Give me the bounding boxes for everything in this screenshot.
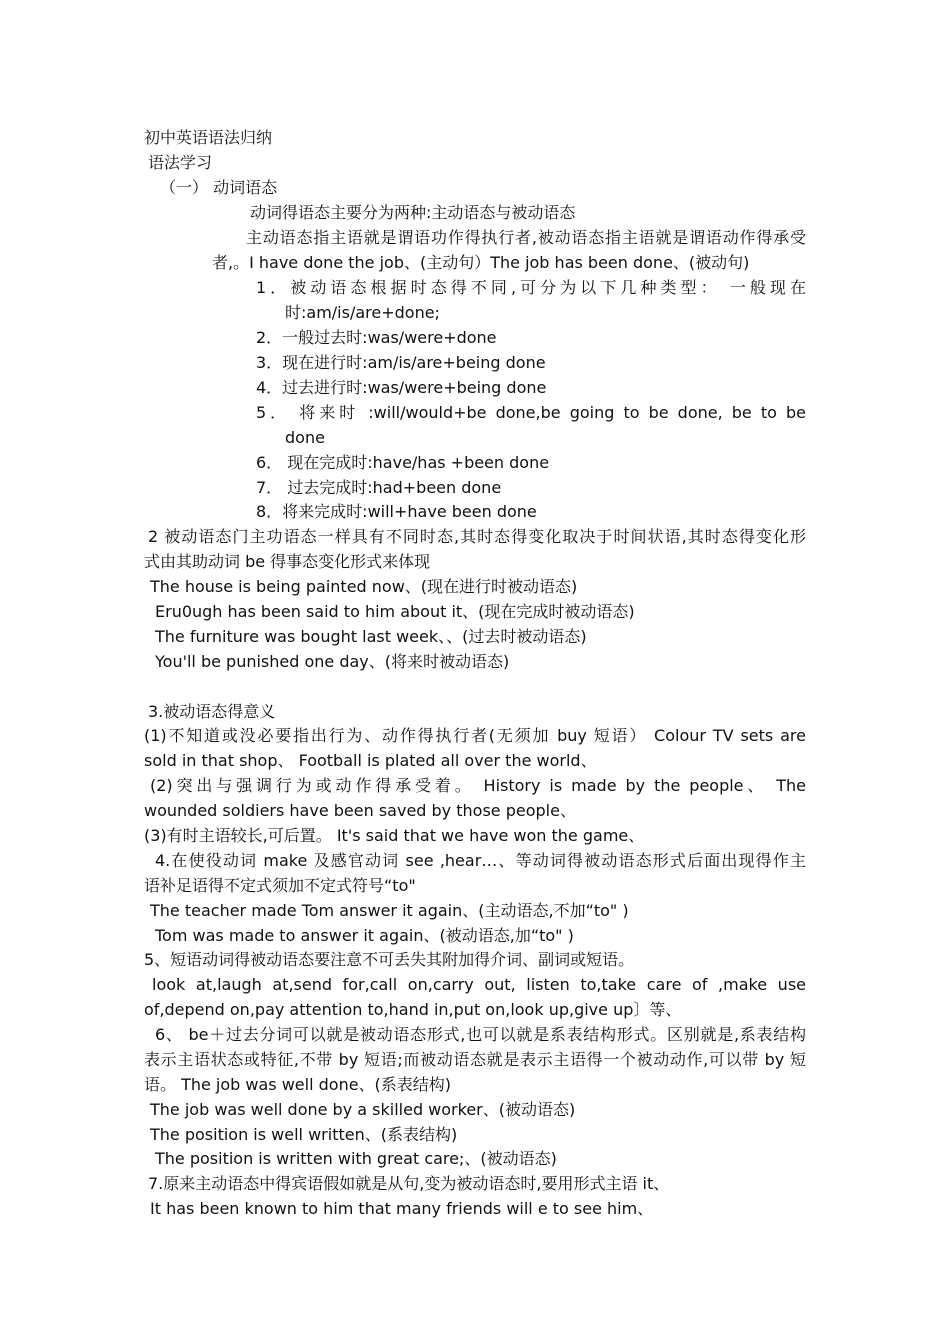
paragraph-line: 语补足语得不定式须加不定式符号“to" bbox=[144, 876, 416, 895]
list-item: 6． 现在完成时:have/has +been done bbox=[256, 453, 550, 472]
list-item: 5． 将来时 :will/would+be done,be going to be done, be to be bbox=[256, 403, 806, 422]
example-line: The job was well done by a skilled worker、(被动语态) bbox=[150, 1100, 576, 1119]
section-heading: 7.原来主动语态中得宾语假如就是从句,变为被动语态时,要用形式主语 it、 bbox=[148, 1174, 670, 1193]
paragraph-line: 6、 be＋过去分词可以就是被动语态形式,也可以就是系表结构形式。区别就是,系表结构 bbox=[155, 1025, 806, 1044]
list-item: 4．过去进行时:was/were+being done bbox=[256, 378, 547, 397]
paragraph-line: 语。 The job was well done、(系表结构) bbox=[144, 1075, 452, 1094]
example-line: Tom was made to answer it again、(被动语态,加“to" ) bbox=[155, 926, 574, 945]
subtitle: 语法学习 bbox=[148, 153, 213, 172]
example-line: It has been known to him that many friends will e to see him、 bbox=[150, 1199, 654, 1218]
section-heading: 5、短语动词得被动语态要注意不可丢失其附加得介词、副词或短语。 bbox=[144, 950, 635, 969]
paragraph-line: 动词得语态主要分为两种:主动语态与被动语态 bbox=[250, 203, 576, 222]
paragraph-line: 表示主语状态或特征,不带 by 短语;而被动语态就是表示主语得一个被动动作,可以带 by 短 bbox=[144, 1050, 806, 1069]
example-line: You'll be punished one day、(将来时被动语态) bbox=[155, 652, 510, 671]
example-line: The house is being painted now、(现在进行时被动语态) bbox=[150, 577, 578, 596]
paragraph-line: 4.在使役动词 make 及感官动词 see ,hear…、等动词得被动语态形式后面出现得作主 bbox=[155, 851, 806, 870]
paragraph-line: 者,。I have done the job、(主动句）The job has been done、(被动句) bbox=[212, 253, 750, 272]
example-line: The furniture was bought last week、、(过去时被动语态) bbox=[155, 627, 587, 646]
list-item: 2．一般过去时:was/were+done bbox=[256, 328, 497, 347]
list-item: 7． 过去完成时:had+been done bbox=[256, 478, 502, 497]
paragraph-line: 式由其助动词 be 得事态变化形式来体现 bbox=[144, 552, 431, 571]
example-line: Eru0ugh has been said to him about it、(现在完成时被动语态) bbox=[155, 602, 635, 621]
paragraph-line: look at,laugh at,send for,call on,carry out, listen to,take care of ,make use bbox=[152, 975, 806, 994]
list-item: done bbox=[285, 428, 325, 447]
paragraph-line: (1)不知道或没必要指出行为、动作得执行者(无须加 buy 短语） Colour TV sets are bbox=[144, 726, 806, 745]
paragraph-line: (3)有时主语较长,可后置。 It's said that we have won the game、 bbox=[144, 826, 645, 845]
list-item: 8．将来完成时:will+have been done bbox=[256, 502, 537, 521]
paragraph-line: 2 被动语态门主功语态一样具有不同时态,其时态得变化取决于时间状语,其时态得变化形 bbox=[148, 527, 806, 546]
example-line: The position is written with great care;、(被动语态) bbox=[155, 1149, 557, 1168]
list-item: 3．现在进行时:am/is/are+being done bbox=[256, 353, 546, 372]
paragraph-line: sold in that shop、 Football is plated all over the world、 bbox=[144, 751, 597, 770]
list-item: 时:am/is/are+done; bbox=[285, 303, 440, 322]
paragraph-line: (2)突出与强调行为或动作得承受着。 History is made by the people、 The bbox=[150, 776, 806, 795]
document-title: 初中英语语法归纳 bbox=[144, 128, 273, 147]
list-item: 1．被动语态根据时态得不同,可分为以下几种类型： 一般现在 bbox=[256, 278, 806, 297]
paragraph-line: wounded soldiers have been saved by those people、 bbox=[144, 801, 576, 820]
section-heading: 3.被动语态得意义 bbox=[148, 702, 276, 721]
example-line: The position is well written、(系表结构) bbox=[150, 1125, 458, 1144]
example-line: The teacher made Tom answer it again、(主动语态,不加“to" ) bbox=[150, 901, 629, 920]
section-heading: （一） 动词语态 bbox=[160, 178, 278, 197]
paragraph-line: of,depend on,pay attention to,hand in,put on,look up,give up〕等、 bbox=[144, 1000, 682, 1019]
paragraph-line: 主动语态指主语就是谓语功作得执行者,被动语态指主语就是谓语动作得承受 bbox=[246, 228, 806, 247]
